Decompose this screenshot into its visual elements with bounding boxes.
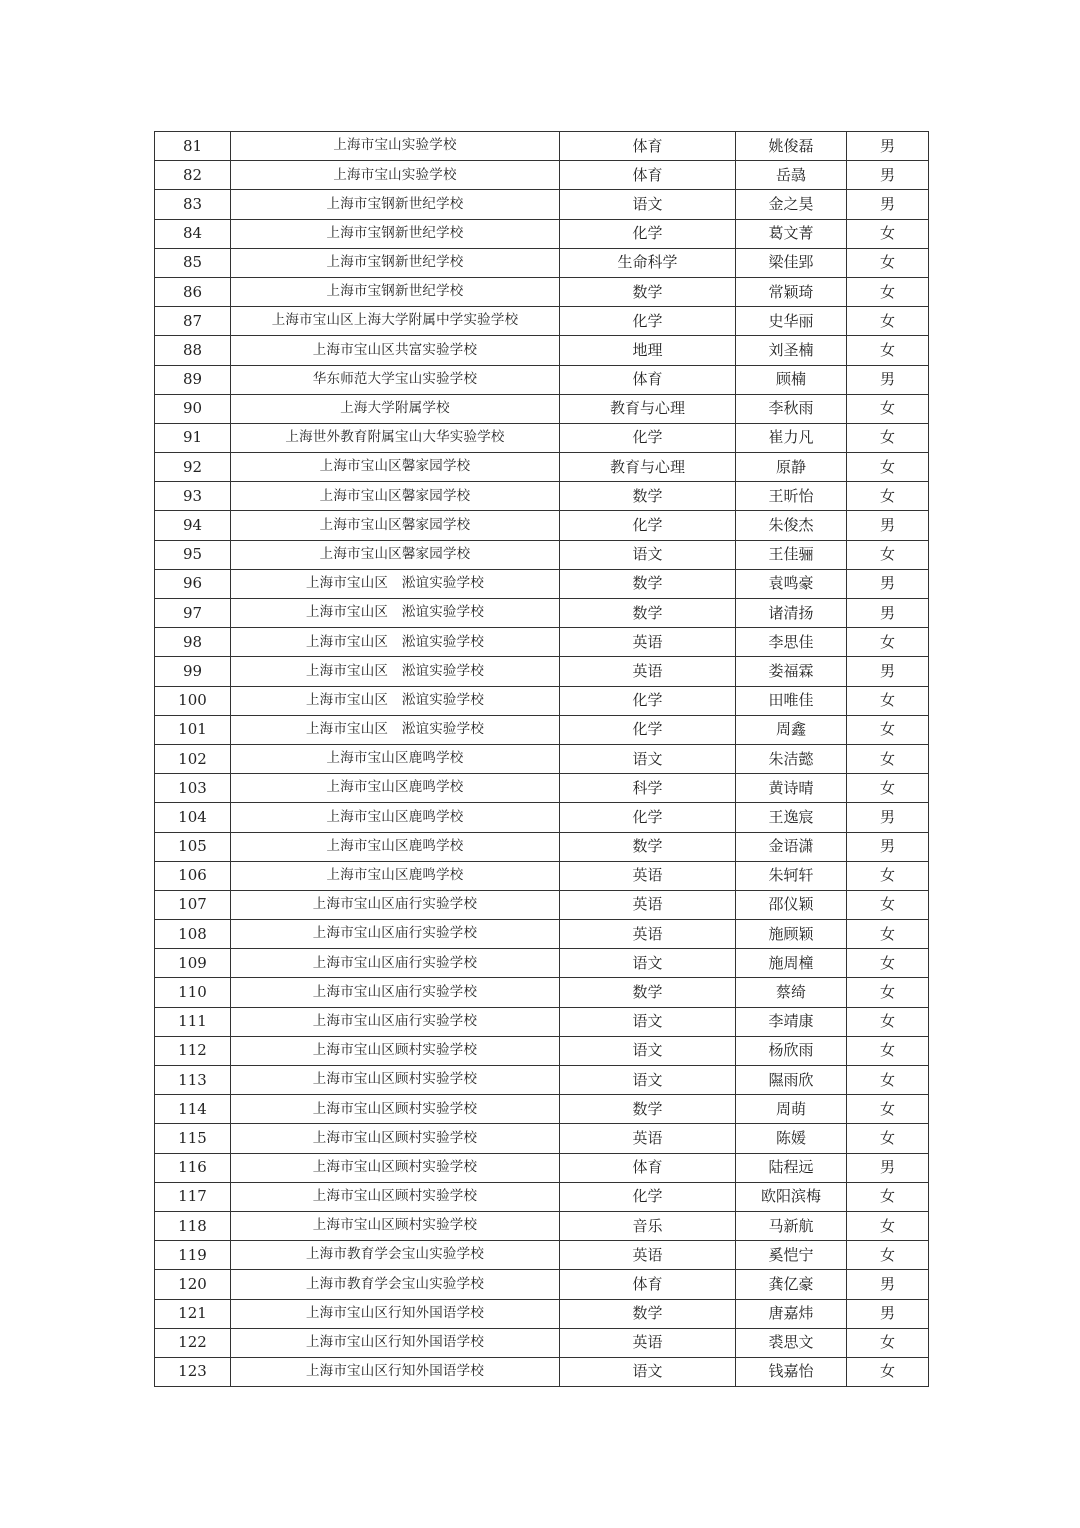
student-name-cell: 奚恺宁 xyxy=(736,1241,847,1270)
student-name-cell: 朱俊杰 xyxy=(736,511,847,540)
table-row xyxy=(155,1328,929,1357)
row-number-cell: 83 xyxy=(155,190,231,219)
subject-cell: 英语 xyxy=(560,628,736,657)
row-number-cell: 103 xyxy=(155,774,231,803)
school-cell: 上海市教育学会宝山实验学校 xyxy=(231,1241,560,1270)
gender-cell: 女 xyxy=(847,1328,929,1357)
school-cell: 上海市宝山区 淞谊实验学校 xyxy=(231,715,560,744)
student-name-cell: 龚亿豪 xyxy=(736,1270,847,1299)
subject-cell: 数学 xyxy=(560,1095,736,1124)
row-number-cell: 81 xyxy=(155,132,231,161)
row-number-cell: 98 xyxy=(155,628,231,657)
row-number-cell: 110 xyxy=(155,978,231,1007)
school-cell: 上海市宝山区鹿鸣学校 xyxy=(231,861,560,890)
gender-cell: 女 xyxy=(847,1241,929,1270)
subject-cell: 数学 xyxy=(560,832,736,861)
table-row xyxy=(155,161,929,190)
subject-cell: 化学 xyxy=(560,803,736,832)
table-row xyxy=(155,832,929,861)
gender-cell: 女 xyxy=(847,482,929,511)
student-name-cell: 娄福霖 xyxy=(736,657,847,686)
school-cell: 上海市宝山区庙行实验学校 xyxy=(231,890,560,919)
row-number-cell: 93 xyxy=(155,482,231,511)
gender-cell: 女 xyxy=(847,1124,929,1153)
table-row xyxy=(155,482,929,511)
row-number-cell: 109 xyxy=(155,949,231,978)
school-cell: 上海市宝山区 淞谊实验学校 xyxy=(231,628,560,657)
row-number-cell: 107 xyxy=(155,890,231,919)
student-name-cell: 顾楠 xyxy=(736,365,847,394)
gender-cell: 男 xyxy=(847,657,929,686)
table-row xyxy=(155,423,929,452)
table-row xyxy=(155,336,929,365)
subject-cell: 体育 xyxy=(560,161,736,190)
gender-cell: 男 xyxy=(847,569,929,598)
table-row xyxy=(155,1211,929,1240)
gender-cell: 女 xyxy=(847,715,929,744)
gender-cell: 男 xyxy=(847,161,929,190)
subject-cell: 语文 xyxy=(560,540,736,569)
row-number-cell: 123 xyxy=(155,1357,231,1386)
row-number-cell: 120 xyxy=(155,1270,231,1299)
subject-cell: 数学 xyxy=(560,482,736,511)
subject-cell: 化学 xyxy=(560,511,736,540)
gender-cell: 女 xyxy=(847,336,929,365)
table-row xyxy=(155,307,929,336)
roster-table-body xyxy=(155,132,929,1387)
gender-cell: 女 xyxy=(847,248,929,277)
table-row xyxy=(155,890,929,919)
school-cell: 上海市宝山区 淞谊实验学校 xyxy=(231,569,560,598)
student-name-cell: 施周橦 xyxy=(736,949,847,978)
gender-cell: 女 xyxy=(847,890,929,919)
student-name-cell: 史华丽 xyxy=(736,307,847,336)
subject-cell: 英语 xyxy=(560,1241,736,1270)
row-number-cell: 116 xyxy=(155,1153,231,1182)
student-name-cell: 陆程远 xyxy=(736,1153,847,1182)
school-cell: 上海市宝山区鹿鸣学校 xyxy=(231,744,560,773)
school-cell: 上海市教育学会宝山实验学校 xyxy=(231,1270,560,1299)
table-row xyxy=(155,803,929,832)
table-row xyxy=(155,920,929,949)
row-number-cell: 115 xyxy=(155,1124,231,1153)
student-name-cell: 梁佳郢 xyxy=(736,248,847,277)
gender-cell: 女 xyxy=(847,1357,929,1386)
student-name-cell: 邵仪颖 xyxy=(736,890,847,919)
student-name-cell: 黄诗晴 xyxy=(736,774,847,803)
gender-cell: 男 xyxy=(847,1299,929,1328)
table-row xyxy=(155,715,929,744)
school-cell: 上海市宝钢新世纪学校 xyxy=(231,190,560,219)
school-cell: 上海市宝山区行知外国语学校 xyxy=(231,1357,560,1386)
subject-cell: 英语 xyxy=(560,861,736,890)
gender-cell: 女 xyxy=(847,978,929,1007)
school-cell: 上海世外教育附属宝山大华实验学校 xyxy=(231,423,560,452)
subject-cell: 语文 xyxy=(560,190,736,219)
subject-cell: 体育 xyxy=(560,132,736,161)
student-name-cell: 姚俊磊 xyxy=(736,132,847,161)
row-number-cell: 99 xyxy=(155,657,231,686)
student-name-cell: 隰雨欣 xyxy=(736,1066,847,1095)
subject-cell: 数学 xyxy=(560,569,736,598)
school-cell: 上海市宝山区鹿鸣学校 xyxy=(231,832,560,861)
school-cell: 上海市宝山区鹿鸣学校 xyxy=(231,803,560,832)
school-cell: 上海市宝山区共富实验学校 xyxy=(231,336,560,365)
student-name-cell: 王逸宸 xyxy=(736,803,847,832)
gender-cell: 女 xyxy=(847,774,929,803)
roster-table xyxy=(154,131,929,1387)
school-cell: 上海市宝山区馨家园学校 xyxy=(231,540,560,569)
gender-cell: 女 xyxy=(847,1036,929,1065)
row-number-cell: 94 xyxy=(155,511,231,540)
table-row xyxy=(155,1066,929,1095)
gender-cell: 女 xyxy=(847,686,929,715)
table-row xyxy=(155,1299,929,1328)
table-row xyxy=(155,949,929,978)
subject-cell: 语文 xyxy=(560,1007,736,1036)
table-row xyxy=(155,365,929,394)
gender-cell: 女 xyxy=(847,949,929,978)
student-name-cell: 崔力凡 xyxy=(736,423,847,452)
row-number-cell: 117 xyxy=(155,1182,231,1211)
table-row xyxy=(155,744,929,773)
row-number-cell: 87 xyxy=(155,307,231,336)
school-cell: 上海市宝山实验学校 xyxy=(231,132,560,161)
student-name-cell: 王佳骊 xyxy=(736,540,847,569)
student-name-cell: 岳骉 xyxy=(736,161,847,190)
student-name-cell: 金之昊 xyxy=(736,190,847,219)
row-number-cell: 113 xyxy=(155,1066,231,1095)
school-cell: 上海市宝山区庙行实验学校 xyxy=(231,949,560,978)
school-cell: 上海市宝山区鹿鸣学校 xyxy=(231,774,560,803)
table-row xyxy=(155,190,929,219)
student-name-cell: 杨欣雨 xyxy=(736,1036,847,1065)
table-row xyxy=(155,540,929,569)
table-row xyxy=(155,978,929,1007)
gender-cell: 女 xyxy=(847,219,929,248)
school-cell: 上海市宝山区顾村实验学校 xyxy=(231,1036,560,1065)
student-name-cell: 裘思文 xyxy=(736,1328,847,1357)
subject-cell: 体育 xyxy=(560,365,736,394)
school-cell: 上海市宝钢新世纪学校 xyxy=(231,248,560,277)
subject-cell: 英语 xyxy=(560,890,736,919)
subject-cell: 化学 xyxy=(560,219,736,248)
gender-cell: 女 xyxy=(847,453,929,482)
student-name-cell: 蔡绮 xyxy=(736,978,847,1007)
school-cell: 上海市宝山区行知外国语学校 xyxy=(231,1299,560,1328)
school-cell: 上海市宝山区馨家园学校 xyxy=(231,511,560,540)
row-number-cell: 82 xyxy=(155,161,231,190)
school-cell: 上海市宝山区庙行实验学校 xyxy=(231,1007,560,1036)
school-cell: 上海大学附属学校 xyxy=(231,394,560,423)
student-name-cell: 陈媛 xyxy=(736,1124,847,1153)
school-cell: 上海市宝山区 淞谊实验学校 xyxy=(231,657,560,686)
row-number-cell: 85 xyxy=(155,248,231,277)
school-cell: 上海市宝山区顾村实验学校 xyxy=(231,1153,560,1182)
subject-cell: 语文 xyxy=(560,949,736,978)
table-row xyxy=(155,686,929,715)
student-name-cell: 欧阳滨梅 xyxy=(736,1182,847,1211)
school-cell: 上海市宝山区顾村实验学校 xyxy=(231,1182,560,1211)
student-name-cell: 常颖琦 xyxy=(736,277,847,306)
gender-cell: 男 xyxy=(847,365,929,394)
subject-cell: 化学 xyxy=(560,423,736,452)
gender-cell: 女 xyxy=(847,394,929,423)
gender-cell: 男 xyxy=(847,599,929,628)
subject-cell: 数学 xyxy=(560,978,736,1007)
subject-cell: 语文 xyxy=(560,1357,736,1386)
row-number-cell: 89 xyxy=(155,365,231,394)
table-row xyxy=(155,248,929,277)
row-number-cell: 119 xyxy=(155,1241,231,1270)
table-row xyxy=(155,1124,929,1153)
subject-cell: 科学 xyxy=(560,774,736,803)
gender-cell: 女 xyxy=(847,1211,929,1240)
school-cell: 上海市宝山区行知外国语学校 xyxy=(231,1328,560,1357)
subject-cell: 英语 xyxy=(560,1124,736,1153)
student-name-cell: 朱洁懿 xyxy=(736,744,847,773)
gender-cell: 男 xyxy=(847,803,929,832)
student-name-cell: 钱嘉怡 xyxy=(736,1357,847,1386)
school-cell: 上海市宝山区 淞谊实验学校 xyxy=(231,686,560,715)
table-row xyxy=(155,569,929,598)
subject-cell: 化学 xyxy=(560,686,736,715)
student-name-cell: 刘圣楠 xyxy=(736,336,847,365)
subject-cell: 语文 xyxy=(560,744,736,773)
table-row xyxy=(155,453,929,482)
subject-cell: 英语 xyxy=(560,657,736,686)
row-number-cell: 84 xyxy=(155,219,231,248)
row-number-cell: 106 xyxy=(155,861,231,890)
student-name-cell: 马新航 xyxy=(736,1211,847,1240)
gender-cell: 女 xyxy=(847,1007,929,1036)
student-name-cell: 周萌 xyxy=(736,1095,847,1124)
school-cell: 上海市宝山区顾村实验学校 xyxy=(231,1211,560,1240)
table-row xyxy=(155,394,929,423)
student-name-cell: 王昕怡 xyxy=(736,482,847,511)
row-number-cell: 105 xyxy=(155,832,231,861)
gender-cell: 男 xyxy=(847,132,929,161)
subject-cell: 语文 xyxy=(560,1036,736,1065)
student-name-cell: 田唯佳 xyxy=(736,686,847,715)
subject-cell: 体育 xyxy=(560,1270,736,1299)
gender-cell: 男 xyxy=(847,511,929,540)
subject-cell: 地理 xyxy=(560,336,736,365)
gender-cell: 男 xyxy=(847,1270,929,1299)
row-number-cell: 90 xyxy=(155,394,231,423)
row-number-cell: 112 xyxy=(155,1036,231,1065)
gender-cell: 女 xyxy=(847,307,929,336)
row-number-cell: 100 xyxy=(155,686,231,715)
subject-cell: 教育与心理 xyxy=(560,394,736,423)
subject-cell: 化学 xyxy=(560,715,736,744)
subject-cell: 教育与心理 xyxy=(560,453,736,482)
gender-cell: 女 xyxy=(847,861,929,890)
table-row xyxy=(155,1270,929,1299)
table-row xyxy=(155,1007,929,1036)
student-name-cell: 袁鸣豪 xyxy=(736,569,847,598)
school-cell: 上海市宝山区馨家园学校 xyxy=(231,453,560,482)
table-row xyxy=(155,219,929,248)
row-number-cell: 96 xyxy=(155,569,231,598)
student-name-cell: 原静 xyxy=(736,453,847,482)
gender-cell: 女 xyxy=(847,1182,929,1211)
row-number-cell: 97 xyxy=(155,599,231,628)
row-number-cell: 121 xyxy=(155,1299,231,1328)
gender-cell: 女 xyxy=(847,1066,929,1095)
school-cell: 上海市宝钢新世纪学校 xyxy=(231,219,560,248)
row-number-cell: 118 xyxy=(155,1211,231,1240)
student-name-cell: 李秋雨 xyxy=(736,394,847,423)
student-name-cell: 施顾颖 xyxy=(736,920,847,949)
table-row xyxy=(155,511,929,540)
student-name-cell: 周鑫 xyxy=(736,715,847,744)
gender-cell: 女 xyxy=(847,1095,929,1124)
gender-cell: 女 xyxy=(847,540,929,569)
student-name-cell: 李思佳 xyxy=(736,628,847,657)
student-name-cell: 朱轲轩 xyxy=(736,861,847,890)
subject-cell: 数学 xyxy=(560,599,736,628)
school-cell: 上海市宝山区顾村实验学校 xyxy=(231,1066,560,1095)
student-name-cell: 葛文菁 xyxy=(736,219,847,248)
table-row xyxy=(155,1095,929,1124)
school-cell: 华东师范大学宝山实验学校 xyxy=(231,365,560,394)
row-number-cell: 102 xyxy=(155,744,231,773)
row-number-cell: 92 xyxy=(155,453,231,482)
school-cell: 上海市宝山实验学校 xyxy=(231,161,560,190)
subject-cell: 英语 xyxy=(560,920,736,949)
gender-cell: 女 xyxy=(847,744,929,773)
table-row xyxy=(155,1036,929,1065)
gender-cell: 男 xyxy=(847,190,929,219)
school-cell: 上海市宝山区顾村实验学校 xyxy=(231,1095,560,1124)
student-name-cell: 李靖康 xyxy=(736,1007,847,1036)
subject-cell: 语文 xyxy=(560,1066,736,1095)
row-number-cell: 88 xyxy=(155,336,231,365)
school-cell: 上海市宝山区顾村实验学校 xyxy=(231,1124,560,1153)
row-number-cell: 95 xyxy=(155,540,231,569)
school-cell: 上海市宝山区庙行实验学校 xyxy=(231,978,560,1007)
row-number-cell: 108 xyxy=(155,920,231,949)
table-row xyxy=(155,1182,929,1211)
subject-cell: 数学 xyxy=(560,1299,736,1328)
school-cell: 上海市宝山区 淞谊实验学校 xyxy=(231,599,560,628)
table-row xyxy=(155,1357,929,1386)
table-row xyxy=(155,628,929,657)
row-number-cell: 114 xyxy=(155,1095,231,1124)
gender-cell: 女 xyxy=(847,423,929,452)
table-row xyxy=(155,599,929,628)
school-cell: 上海市宝山区上海大学附属中学实验学校 xyxy=(231,307,560,336)
gender-cell: 女 xyxy=(847,920,929,949)
row-number-cell: 86 xyxy=(155,277,231,306)
row-number-cell: 111 xyxy=(155,1007,231,1036)
row-number-cell: 122 xyxy=(155,1328,231,1357)
subject-cell: 数学 xyxy=(560,277,736,306)
table-row xyxy=(155,132,929,161)
subject-cell: 化学 xyxy=(560,307,736,336)
subject-cell: 英语 xyxy=(560,1328,736,1357)
row-number-cell: 91 xyxy=(155,423,231,452)
school-cell: 上海市宝钢新世纪学校 xyxy=(231,277,560,306)
student-name-cell: 金语潇 xyxy=(736,832,847,861)
school-cell: 上海市宝山区庙行实验学校 xyxy=(231,920,560,949)
gender-cell: 男 xyxy=(847,832,929,861)
table-row xyxy=(155,861,929,890)
table-row xyxy=(155,657,929,686)
table-row xyxy=(155,1153,929,1182)
student-name-cell: 诸清扬 xyxy=(736,599,847,628)
school-cell: 上海市宝山区馨家园学校 xyxy=(231,482,560,511)
row-number-cell: 104 xyxy=(155,803,231,832)
table-row xyxy=(155,1241,929,1270)
student-name-cell: 唐嘉炜 xyxy=(736,1299,847,1328)
table-row xyxy=(155,277,929,306)
gender-cell: 女 xyxy=(847,277,929,306)
gender-cell: 男 xyxy=(847,1153,929,1182)
subject-cell: 生命科学 xyxy=(560,248,736,277)
subject-cell: 体育 xyxy=(560,1153,736,1182)
row-number-cell: 101 xyxy=(155,715,231,744)
subject-cell: 音乐 xyxy=(560,1211,736,1240)
gender-cell: 女 xyxy=(847,628,929,657)
subject-cell: 化学 xyxy=(560,1182,736,1211)
table-row xyxy=(155,774,929,803)
